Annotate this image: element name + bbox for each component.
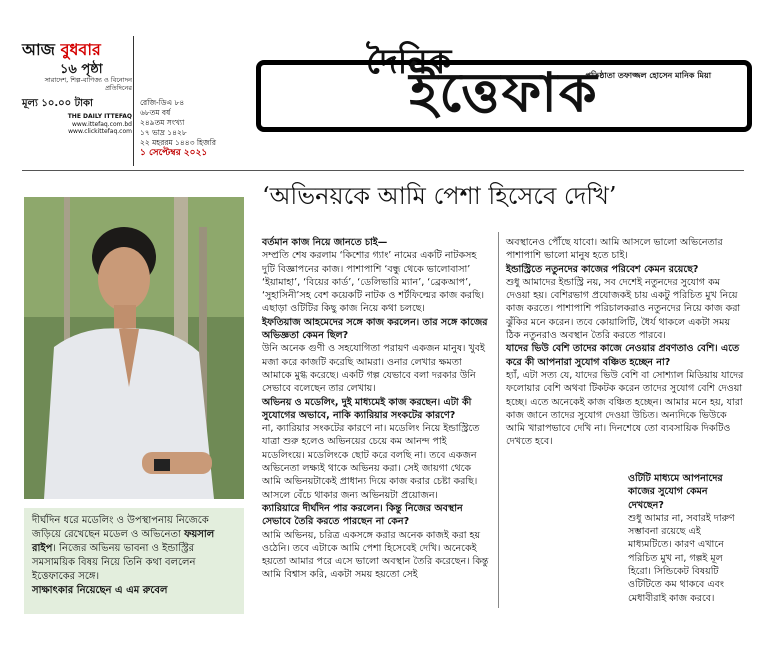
issue: ২৪৯তম সংখ্যা xyxy=(140,118,185,127)
caption-credit: সাক্ষাৎকার নিয়েছেন এ এম রুবেল xyxy=(32,585,168,596)
answer: উনি অনেক গুণী ও সহযোগিতা পরায়ণ একজন মানুষ। খুবই মজা করে কাজটি করেছি আমরা। ওনার লেখার ক্ষমতা আমাকে মুগ্ধ করেছে। একটি গল্প যেভাবে বলা দরকার উনি সেভাবে বলেছেন তার লেখায়। xyxy=(262,343,485,395)
portrait-photo xyxy=(24,197,244,499)
caption-name: ফয়সাল রাইপ xyxy=(32,529,215,554)
article-column-3 xyxy=(628,472,744,602)
reg-no: রেজি-ডিএ ৮৪ xyxy=(140,98,185,107)
year: ৬৮তম বর্ষ xyxy=(140,108,171,117)
masthead-divider xyxy=(133,36,134,166)
caption-text-1: দীর্ঘদিন ধরে মডেলিং ও উপস্থাপনায় নিজেকে জড়িয়ে রেখেছেন মডেল ও অভিনেতা xyxy=(32,515,209,540)
bangla-date: ১৭ ভাদ্র ১৪২৮ xyxy=(140,128,187,137)
answer: শুধু আমার না, সবারই দারুণ সম্ভাবনা রয়েছে এই মাধ্যমটিতে। কারণ এখানে পরিচিত মুখ না, গল্পই মূল হিরো। সিন্ডিকেট বিষয়টি ওটিটিতে কম থাকবে এবং মেধাবীরাই কাজ করবে। xyxy=(628,512,735,604)
dainik-label: দৈনিক xyxy=(366,42,452,82)
english-name: THE DAILY ITTEFAQ xyxy=(67,113,132,120)
page-count: ১৬ পৃষ্ঠা xyxy=(60,62,103,77)
websites: www.ittefaq.com.bd www.clickittefaq.com xyxy=(68,120,132,135)
price: মূল্য ১০.০০ টাকা xyxy=(22,98,93,109)
question: ইন্ডাস্ট্রিতে নতুনদের কাজের পরিবেশ কেমন রয়েছে? xyxy=(506,263,699,275)
question: অভিনয় ও মডেলিং, দুই মাধ্যমেই কাজ করছেন। এটা কী সুযোগের অভাবে, নাকি ক্যারিয়ার সংকটের কারণে? xyxy=(262,396,472,421)
portrait-illustration xyxy=(24,197,244,499)
categories: সারাদেশ, শিল্প-বাণিজ্য ও বিনোদন প্রতিদিনের xyxy=(44,76,132,92)
answer: সম্প্রতি শেষ করলাম ‘কিশোর গ্যাং’ নামের একটি নাটকসহ দুটি বিজ্ঞাপনের কাজ। পাশাপাশি ‘বন্ধু থেকে ভালোবাসা’ ‘ইয়ামাহা’, ‘বিয়ের কার্ড’, ‘ডেলিভারি ম্যান’, ‘ব্রেকআপ’, ‘সুহাসিনী’সহ বেশ কয়েকটি নাটক ও শর্টফিল্মের কাজ করছি। এছাড়া ওটিটির কিছু কাজ নিয়ে কথা চলছে। xyxy=(262,250,485,315)
founder-line: প্রতিষ্ঠাতা তফাজ্জল হোসেন মানিক মিয়া xyxy=(585,71,712,80)
answer: শুধু আমাদের ইন্ডাস্ট্রি নয়, সব দেশেই নতুনদের সুযোগ কম দেওয়া হয়। বেশিরভাগ প্রযোজকই চায় একটু পরিচিত মুখ নিয়ে কাজ করতে। পাশাপাশি পরিচালকরাও নতুনদের নিয়ে কাজ করা ঝুঁকির মনে করেন। তবে কোয়ালিটি, ধৈর্য থাকলে একটা সময় ঠিক নতুনরাও অবস্থান তৈরি করতে পারবে। xyxy=(506,276,741,342)
issue-meta xyxy=(140,98,216,158)
question: বর্তমান কাজ নিয়ে জানতে চাই— xyxy=(262,237,388,248)
question: ক্যারিয়ারে দীর্ঘদিন পার করলেন। কিন্তু নিজের অবস্থান সেভাবে তৈরি করতে পারছেন না কেন? xyxy=(262,502,463,528)
english-date: ১ সেপ্টেম্বর ২০২১ xyxy=(140,148,208,158)
masthead-rule xyxy=(22,170,744,171)
answer: অবস্থানেও পৌঁছে যাবো। আমি আসলে ভালো অভিনেতার পাশাপাশি ভালো মানুষ হতে চাই। xyxy=(506,237,723,262)
question: ওটিটি মাধ্যমে আপনাদের কাজের সুযোগ কেমন দেখছেন? xyxy=(628,473,723,511)
answer: না, ক্যারিয়ার সংকটের কারণে না। মডেলিং নিয়ে ইন্ডাস্ট্রিতে যাত্রা শুরু হলেও অভিনয়ের চেয়ে কম আনন্দ পাই মডেলিংয়ে। মডেলিংকে ছোট করে বলছি না। তবে একজন অভিনেতা লক্ষ্যই থাকে অভিনয় করা। সেই জায়গা থেকে আমি অভিনয়টাকেই প্রাধান্য দিয়ে কাজ করার চেষ্টা করছি। আসলে বেঁচে থাকার জন্য অভিনয়টা প্রয়োজন। xyxy=(262,423,480,501)
english-info xyxy=(22,113,132,136)
column-rule xyxy=(498,232,499,608)
question: ইফতিয়াজ আহমেদের সঙ্গে কাজ করলেন। তার সঙ্গে কাজের অভিজ্ঞতা কেমন ছিল? xyxy=(262,316,488,342)
today-day: বুধবার xyxy=(60,40,101,59)
article-column-1 xyxy=(262,236,492,616)
today-prefix: আজ xyxy=(22,40,55,59)
photo-caption xyxy=(24,508,244,614)
answer: আমি অভিনয়, চরিত্র একসঙ্গে করার অনেক কাজই করা হয় ওঠেনি। তবে এটাকে আমি পেশা হিসেবেই দেখি। অনেকেই হয়তো আমার পরে এসে ভালো অবস্থান তৈরি করেছেন। কিন্তু আমি বিশ্বাস করি, একটা সময় হয়তো সেই xyxy=(262,529,489,581)
article-headline: ‘অভিনয়কে আমি পেশা হিসেবে দেখি’ xyxy=(262,182,617,210)
answer: হ্যাঁ, এটা সত্য যে, যাদের ভিউ বেশি বা সোশ্যাল মিডিয়ায় যাদের ফলোয়ার বেশি অথবা টিকটক করেন তাদের সুযোগ বেশি দেওয়া হচ্ছে। এতে অনেকেই কাজ বঞ্চিত হচ্ছেন। আমার মনে হয়, যারা কাজ জানে তাদের সুযোগ দেওয়া উচিত। অন্যদিকে ভিউকে আমি খারাপভাবে দেখি না। দিনশেষে তো ব্যবসায়িক দিকটিও দেখতে হবে। xyxy=(506,369,744,448)
newspaper-logo: ইত্তেফাক xyxy=(256,60,752,132)
question: যাদের ভিউ বেশি তাদের কাজে নেওয়ার প্রবণতাও বেশি। এতে করে কী আপনারা সুযোগ বঞ্চিত হচ্ছেন না? xyxy=(506,343,740,368)
caption-text-2: । নিজের অভিনয় ভাবনা ও ইন্ডাস্ট্রির সমসাময়িক বিষয় নিয়ে তিনি কথা বললেন ইত্তেফাকের সঙ্গে। xyxy=(32,543,196,582)
hijri-date: ২২ মহররম ১৪৪৩ হিজরি xyxy=(140,138,216,147)
